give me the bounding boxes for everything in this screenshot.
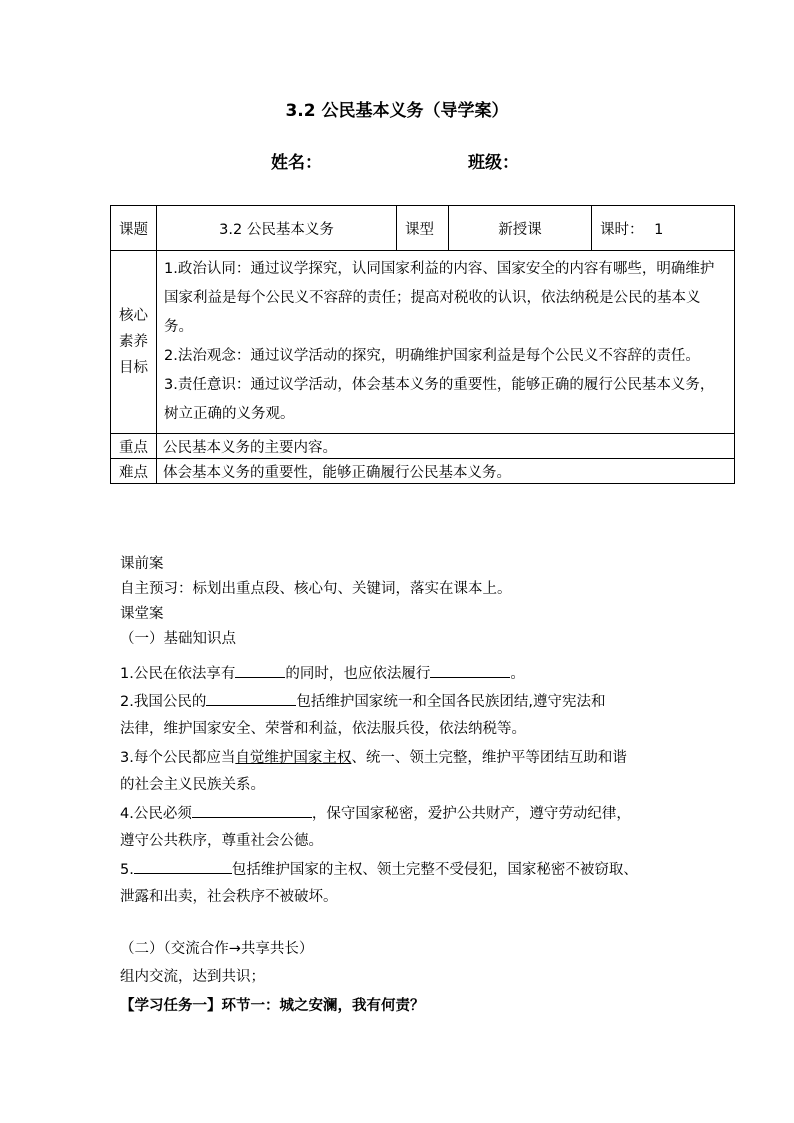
difficulty-value: 体会基本义务的重要性，能够正确履行公民基本义务。 — [157, 459, 735, 484]
fill-blank[interactable] — [235, 663, 285, 678]
key-label: 重点 — [111, 434, 157, 459]
question-3: 3.每个公民都应当自觉维护国家主权、统一、领土完整，维护平等团结互助和谐 — [120, 750, 627, 766]
topic-label: 课题 — [111, 206, 157, 251]
question-2: 2.我国公民的 包括维护国家统一和全国各民族团结,遵守宪法和 — [120, 690, 605, 711]
question-2-cont: 法律，维护国家安全、荣誉和利益，依法服兵役，依法纳税等。 — [120, 721, 526, 737]
table-row-core — [111, 251, 735, 434]
preview-text: 自主预习：标划出重点段、核心句、关键词，落实在课本上。 — [120, 581, 512, 597]
key-value: 公民基本义务的主要内容。 — [157, 434, 735, 459]
type-label: 课型 — [397, 206, 449, 251]
lesson-info-table — [110, 205, 735, 484]
table-row-key — [111, 434, 735, 459]
group-text: 组内交流，达到共识； — [120, 969, 265, 985]
difficulty-label: 难点 — [111, 459, 157, 484]
core-goal-item: 2.法治观念：通过议学活动的探究，明确维护国家利益是每个公民义不容辞的责任。 — [164, 348, 700, 364]
question-3-cont: 的社会主义民族关系。 — [120, 777, 265, 793]
topic-value: 3.2 公民基本义务 — [157, 206, 397, 251]
table-row-difficulty — [111, 459, 735, 484]
underlined-phrase: 自觉维护国家主权 — [235, 750, 352, 766]
page-title: 3.2 公民基本义务（导学案） — [285, 101, 509, 121]
core-label: 核心 素养 目标 — [111, 251, 157, 434]
question-5-cont: 泄露和出卖，社会秩序不被破坏。 — [120, 889, 338, 905]
period-value: 1 — [654, 221, 664, 238]
core-goals — [157, 251, 735, 434]
fill-blank[interactable] — [206, 691, 296, 706]
in-class-heading: 课堂案 — [120, 606, 164, 622]
period-label: 课时： — [600, 221, 644, 238]
pre-class-heading: 课前案 — [120, 556, 164, 572]
core-goal-item: 1.政治认同：通过议学探究，认同国家利益的内容、国家安全的内容有哪些，明确维护国家利益是每个公民义不容辞的责任；提高对税收的认识，依法纳税是公民的基本义务。 — [164, 261, 715, 335]
question-4-cont: 遵守公共秩序，尊重社会公德。 — [120, 833, 323, 849]
fill-blank[interactable] — [134, 859, 232, 874]
period-cell — [592, 206, 735, 251]
type-value: 新授课 — [449, 206, 592, 251]
fill-blank[interactable] — [430, 663, 510, 678]
core-goal-item: 3.责任意识：通过议学活动，体会基本义务的重要性，能够正确的履行公民基本义务，树立正确的义务观。 — [164, 377, 715, 422]
task1-heading: 【学习任务一】环节一：城之安澜，我有何责？ — [120, 998, 425, 1014]
class-label: 班级： — [468, 153, 519, 173]
section1-heading: （一）基础知识点 — [120, 631, 236, 647]
question-1: 1.公民在依法享有 的同时，也应依法履行 。 — [120, 662, 525, 683]
table-row-topic — [111, 206, 735, 251]
fill-blank[interactable] — [192, 803, 312, 818]
section2-heading: （二）（交流合作→共享共长） — [120, 941, 314, 957]
question-5: 5. 包括维护国家的主权、领土完整不受侵犯，国家秘密不被窃取、 — [120, 858, 638, 879]
question-4: 4.公民必须 ，保守国家秘密，爱护公共财产，遵守劳动纪律， — [120, 802, 631, 823]
name-label: 姓名： — [271, 153, 322, 173]
